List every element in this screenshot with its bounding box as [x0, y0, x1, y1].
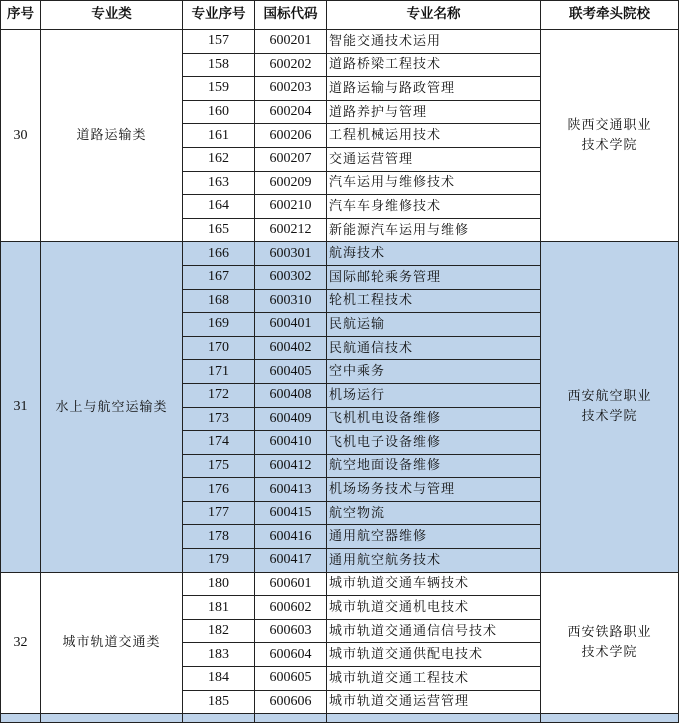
major-number: 167: [183, 265, 255, 289]
major-number: 163: [183, 171, 255, 195]
national-code: 600202: [255, 53, 327, 77]
major-number: 183: [183, 643, 255, 667]
major-number: 175: [183, 454, 255, 478]
major-name: 道路养护与管理: [327, 100, 541, 124]
major-number: 179: [183, 549, 255, 573]
major-name: 城市轨道交通通信信号技术: [327, 619, 541, 643]
national-code: 600601: [255, 572, 327, 596]
major-number: 168: [183, 289, 255, 313]
group-index: 30: [1, 30, 41, 242]
header-school: 联考牵头院校: [541, 1, 679, 30]
lead-school-line2: 技术学院: [581, 644, 638, 660]
major-name: 智能交通技术运用: [327, 30, 541, 54]
national-code: 600201: [255, 30, 327, 54]
major-name: 飞机电子设备维修: [327, 431, 541, 455]
table-row: [1, 572, 679, 596]
empty-cell: [541, 714, 679, 723]
major-number: 178: [183, 525, 255, 549]
major-number: 157: [183, 30, 255, 54]
major-name: 轮机工程技术: [327, 289, 541, 313]
major-number: 181: [183, 596, 255, 620]
major-name: 工程机械运用技术: [327, 124, 541, 148]
major-number: 172: [183, 383, 255, 407]
major-name: 道路桥梁工程技术: [327, 53, 541, 77]
major-number: 171: [183, 360, 255, 384]
major-number: 161: [183, 124, 255, 148]
major-name: 空中乘务: [327, 360, 541, 384]
major-name: 国际邮轮乘务管理: [327, 265, 541, 289]
major-number: 182: [183, 619, 255, 643]
major-name: 城市轨道交通机电技术: [327, 596, 541, 620]
major-name: 城市轨道交通供配电技术: [327, 643, 541, 667]
major-number: 180: [183, 572, 255, 596]
national-code: 600302: [255, 265, 327, 289]
major-name: 航海技术: [327, 242, 541, 266]
major-number: 169: [183, 313, 255, 337]
major-number: 173: [183, 407, 255, 431]
national-code: 600401: [255, 313, 327, 337]
major-name: 飞机机电设备维修: [327, 407, 541, 431]
header-name: 专业名称: [327, 1, 541, 30]
national-code: 600417: [255, 549, 327, 573]
header-code: 国标代码: [255, 1, 327, 30]
major-number: 158: [183, 53, 255, 77]
group-index: 31: [1, 242, 41, 572]
major-number: 164: [183, 195, 255, 219]
lead-school: [541, 242, 679, 572]
major-name: 机场运行: [327, 383, 541, 407]
national-code: 600310: [255, 289, 327, 313]
header-idx: 序号: [1, 1, 41, 30]
major-number: 176: [183, 478, 255, 502]
table-row: [1, 30, 679, 54]
national-code: 600605: [255, 667, 327, 691]
national-code: 600207: [255, 147, 327, 171]
empty-cell: [255, 714, 327, 723]
major-number: 165: [183, 218, 255, 242]
national-code: 600408: [255, 383, 327, 407]
major-name: 通用航空航务技术: [327, 549, 541, 573]
national-code: 600413: [255, 478, 327, 502]
lead-school: [541, 572, 679, 714]
major-name: 城市轨道交通车辆技术: [327, 572, 541, 596]
empty-cell: [327, 714, 541, 723]
national-code: 600412: [255, 454, 327, 478]
major-name: 新能源汽车运用与维修: [327, 218, 541, 242]
lead-school-line2: 技术学院: [581, 409, 638, 424]
header-major-no: 专业序号: [183, 1, 255, 30]
header-row: [1, 1, 679, 30]
group-category: 城市轨道交通类: [41, 572, 183, 714]
major-name: 城市轨道交通工程技术: [327, 667, 541, 691]
major-number: 177: [183, 501, 255, 525]
empty-cell: [183, 714, 255, 723]
national-code: 600204: [255, 100, 327, 124]
group-index: 32: [1, 572, 41, 714]
major-number: 162: [183, 147, 255, 171]
national-code: 600210: [255, 195, 327, 219]
national-code: 600602: [255, 596, 327, 620]
national-code: 600212: [255, 218, 327, 242]
major-number: 184: [183, 667, 255, 691]
lead-school: [541, 30, 679, 242]
lead-school-line1: 西安航空职业: [567, 389, 652, 404]
national-code: 600606: [255, 690, 327, 714]
major-name: 道路运输与路政管理: [327, 77, 541, 101]
table-row: [1, 242, 679, 266]
major-name: 民航通信技术: [327, 336, 541, 360]
empty-cell: [1, 714, 41, 723]
table-row-cut-off: [1, 714, 679, 723]
lead-school-line1: 西安铁路职业: [567, 624, 652, 640]
lead-school-line2: 技术学院: [581, 137, 638, 153]
major-number: 174: [183, 431, 255, 455]
major-name: 汽车车身维修技术: [327, 195, 541, 219]
national-code: 600409: [255, 407, 327, 431]
national-code: 600206: [255, 124, 327, 148]
major-name: 航空物流: [327, 501, 541, 525]
major-number: 159: [183, 77, 255, 101]
header-category: 专业类: [41, 1, 183, 30]
national-code: 600416: [255, 525, 327, 549]
group-category: 水上与航空运输类: [41, 242, 183, 572]
table-body: [1, 30, 679, 723]
national-code: 600405: [255, 360, 327, 384]
empty-cell: [41, 714, 183, 723]
national-code: 600402: [255, 336, 327, 360]
national-code: 600209: [255, 171, 327, 195]
major-name: 交通运营管理: [327, 147, 541, 171]
national-code: 600203: [255, 77, 327, 101]
national-code: 600410: [255, 431, 327, 455]
group-category: 道路运输类: [41, 30, 183, 242]
major-number: 160: [183, 100, 255, 124]
lead-school-line1: 陕西交通职业: [567, 117, 652, 133]
major-number: 185: [183, 690, 255, 714]
major-number: 166: [183, 242, 255, 266]
national-code: 600603: [255, 619, 327, 643]
major-name: 民航运输: [327, 313, 541, 337]
national-code: 600301: [255, 242, 327, 266]
major-name: 汽车运用与维修技术: [327, 171, 541, 195]
national-code: 600415: [255, 501, 327, 525]
major-number: 170: [183, 336, 255, 360]
national-code: 600604: [255, 643, 327, 667]
major-name: 航空地面设备维修: [327, 454, 541, 478]
major-name: 通用航空器维修: [327, 525, 541, 549]
major-name: 城市轨道交通运营管理: [327, 690, 541, 714]
major-name: 机场场务技术与管理: [327, 478, 541, 502]
